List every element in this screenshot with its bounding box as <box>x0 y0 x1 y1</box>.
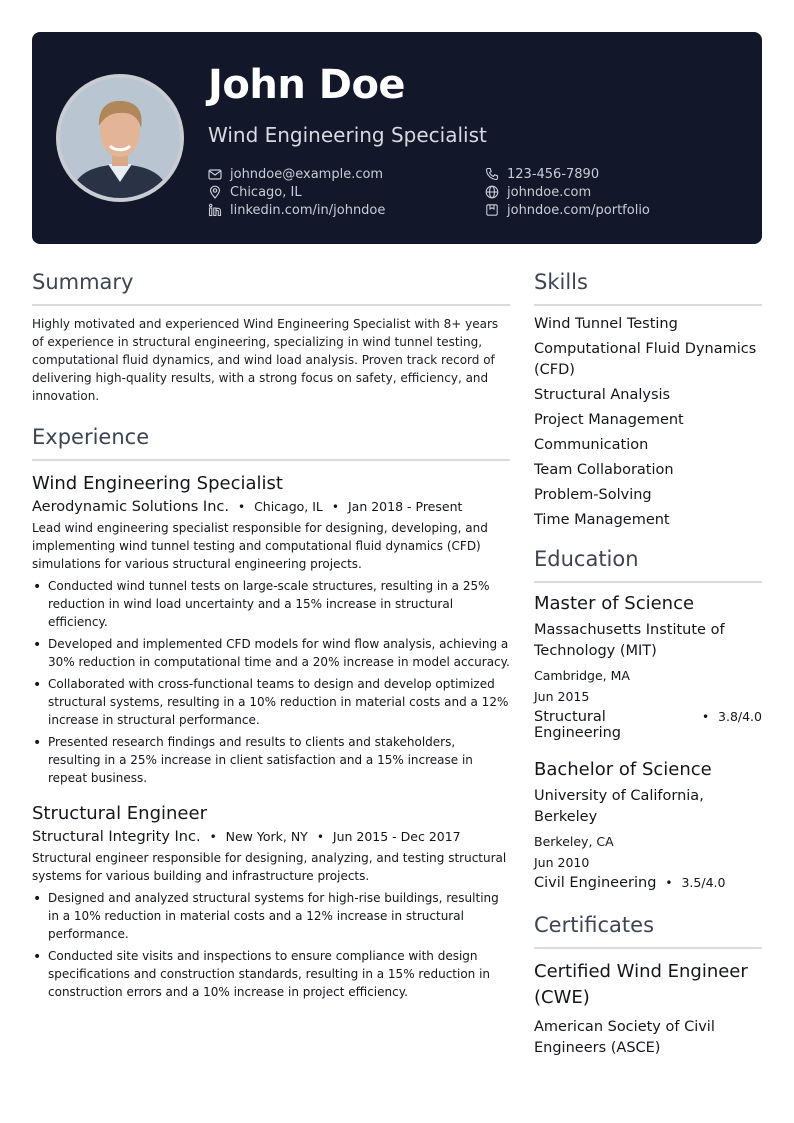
globe-icon <box>485 185 499 199</box>
section-divider <box>534 947 762 949</box>
education-location: Cambridge, MA <box>534 668 630 683</box>
job-entry <box>32 803 510 1001</box>
certificates-heading: Certificates <box>534 913 655 937</box>
linkedin-icon <box>208 203 222 217</box>
job-meta <box>32 829 510 845</box>
separator-dot: • <box>331 500 339 514</box>
education-entry <box>534 593 762 741</box>
resume-header <box>32 32 762 244</box>
job-bullet: • Designed and analyzed structural systems for high-rise buildings, resulting in a 10% reduction in material costs and a 12% increase in structural performance. <box>32 889 510 943</box>
skills-list <box>534 314 762 531</box>
education-gpa: 3.8/4.0 <box>718 709 762 724</box>
section-divider <box>32 304 510 306</box>
education-location: Berkeley, CA <box>534 834 614 849</box>
mail-icon <box>208 167 222 181</box>
contact-email-text: johndoe@example.com <box>230 166 384 182</box>
education-gpa: 3.5/4.0 <box>681 875 726 890</box>
skills-heading: Skills <box>534 270 588 294</box>
skill-item: Computational Fluid Dynamics (CFD) <box>534 341 757 378</box>
contact-website[interactable] <box>485 183 591 201</box>
separator-dot: • <box>701 710 710 724</box>
separator-dot: • <box>665 876 673 890</box>
skill-item: Communication <box>534 437 649 453</box>
education-school: University of California, Berkeley <box>534 788 704 825</box>
education-date: Jun 2015 <box>534 689 590 704</box>
job-title: Wind Engineering Specialist <box>32 473 283 494</box>
section-divider <box>534 581 762 583</box>
job-location: Chicago, IL <box>254 499 323 514</box>
contact-phone[interactable] <box>485 165 599 183</box>
job-bullet: • Collaborated with cross-functional teams to design and develop optimized structural systems, resulting in a 10% reduction in material costs and a 12% increase in structural performance. <box>32 675 510 729</box>
phone-icon <box>485 167 499 181</box>
job-bullet: • Conducted site visits and inspections to ensure compliance with design specifications and construction standards, resulting in a 15% reduction in construction errors and a 10% increase in project efficiency. <box>32 947 510 1001</box>
skills-section <box>534 270 762 531</box>
contact-location-text: Chicago, IL <box>230 184 302 200</box>
skill-item: Project Management <box>534 412 684 428</box>
skill-item: Structural Analysis <box>534 387 671 403</box>
job-bullet: • Conducted wind tunnel tests on large-scale structures, resulting in a 25% reduction in wind load uncertainty and a 15% increase in structural efficiency. <box>32 577 510 631</box>
summary-heading: Summary <box>32 270 134 294</box>
education-field-row <box>534 709 762 741</box>
contact-website-text: johndoe.com <box>507 184 592 200</box>
contact-linkedin-text: linkedin.com/in/johndoe <box>230 202 386 218</box>
section-divider <box>534 304 762 306</box>
education-entry <box>534 759 762 891</box>
profile-photo <box>56 74 184 202</box>
job-company: Aerodynamic Solutions Inc. <box>32 499 229 515</box>
map-pin-icon <box>208 185 222 199</box>
job-bullet: • Developed and implemented CFD models for wind flow analysis, achieving a 30% reduction in computational time and a 20% increase in model accuracy. <box>32 635 510 671</box>
profile-photo-image <box>60 78 180 198</box>
certificate-org: American Society of Civil Engineers (ASCE) <box>534 1019 715 1056</box>
certificate-name: Certified Wind Engineer (CWE) <box>534 961 748 1008</box>
portfolio-icon <box>485 203 499 217</box>
education-date: Jun 2010 <box>534 855 590 870</box>
education-section <box>534 547 762 891</box>
job-description: Structural engineer responsible for designing, analyzing, and testing structural systems for various building and infrastructure projects. <box>32 851 507 883</box>
contact-phone-text: 123-456-7890 <box>507 166 600 182</box>
education-degree: Bachelor of Science <box>534 759 712 780</box>
job-bullets <box>32 889 510 1001</box>
job-bullet: • Presented research findings and results to clients and stakeholders, resulting in a 25% increase in client satisfaction and a 15% increase in repeat business. <box>32 733 510 787</box>
experience-heading: Experience <box>32 425 150 449</box>
skill-item: Team Collaboration <box>534 462 674 478</box>
separator-dot: • <box>316 830 324 844</box>
experience-section <box>32 425 510 1001</box>
separator-dot: • <box>237 500 246 514</box>
contact-email[interactable] <box>208 165 383 183</box>
separator-dot: • <box>209 830 217 844</box>
job-dates: Jun 2015 - Dec 2017 <box>332 829 461 844</box>
education-field: Civil Engineering <box>534 875 657 891</box>
education-field: Structural Engineering <box>534 709 621 741</box>
job-company: Structural Integrity Inc. <box>32 829 201 845</box>
contact-linkedin[interactable] <box>208 201 385 219</box>
job-dates: Jan 2018 - Present <box>347 499 463 514</box>
contact-portfolio-text: johndoe.com/portfolio <box>507 202 650 218</box>
job-title: Structural Engineer <box>32 803 207 824</box>
job-entry <box>32 473 510 787</box>
contact-location <box>208 183 302 201</box>
job-meta <box>32 499 510 515</box>
skill-item: Time Management <box>534 512 670 528</box>
contact-portfolio[interactable] <box>485 201 650 219</box>
side-column <box>534 270 762 1059</box>
job-bullets <box>32 577 510 787</box>
certificate-entry <box>534 959 762 1059</box>
job-title-headline: Wind Engineering Specialist <box>208 123 487 147</box>
skill-item: Problem-Solving <box>534 487 652 503</box>
summary-section <box>32 270 510 405</box>
job-description: Lead wind engineering specialist responsible for designing, developing, and implementing wind tunnel testing and computational fluid dynamics (CFD) simulations for various structural engineering projects. <box>32 521 488 571</box>
section-divider <box>32 459 510 461</box>
education-degree: Master of Science <box>534 593 695 614</box>
education-heading: Education <box>534 547 639 571</box>
certificates-section <box>534 913 762 1059</box>
job-location: New York, NY <box>225 829 308 844</box>
full-name: John Doe <box>208 62 406 108</box>
main-column <box>32 270 510 1005</box>
education-school: Massachusetts Institute of Technology (MIT) <box>534 622 725 659</box>
summary-text: Highly motivated and experienced Wind Engineering Specialist with 8+ years of experience in structural engineering, specializing in wind tunnel testing, computational fluid dynamics, and wind load analysis. Proven track record of delivering high-quality results, with a strong focus on safety, efficiency, and innovation. <box>32 317 499 403</box>
education-field-row <box>534 875 762 891</box>
skill-item: Wind Tunnel Testing <box>534 316 678 332</box>
